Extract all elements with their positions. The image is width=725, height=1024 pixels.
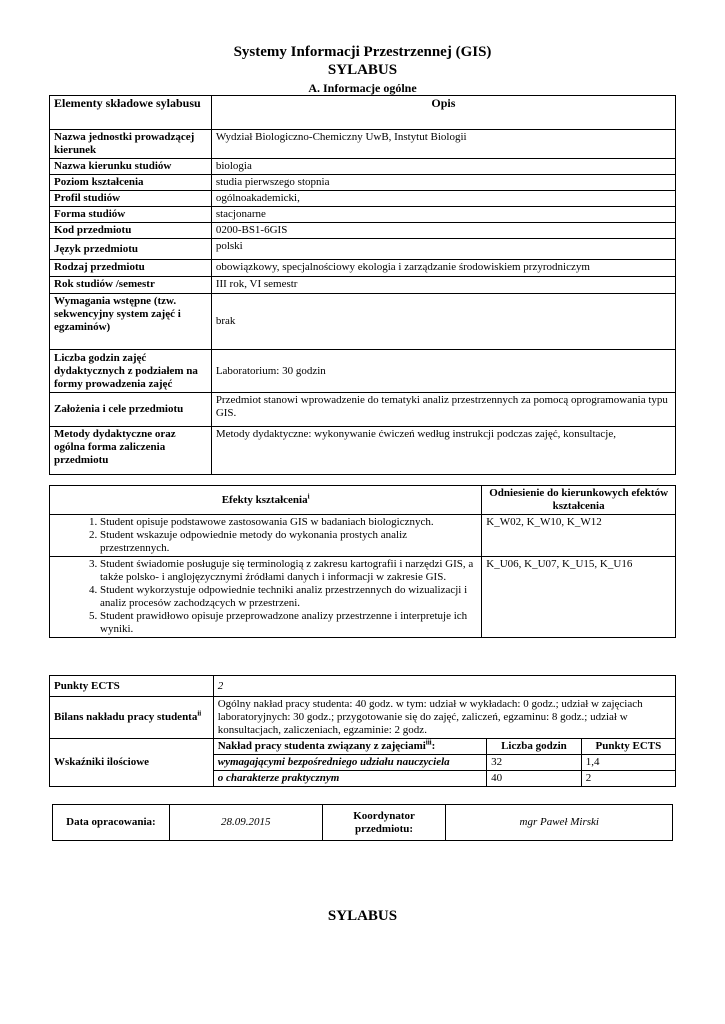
outcome-item: 1. Student opisuje podstawowe zastosowania GIS w badaniach biologicznych. bbox=[100, 516, 477, 529]
row-value: brak bbox=[211, 294, 675, 350]
ects-value: 2 bbox=[213, 676, 675, 697]
outcome-reference: K_W02, K_W10, K_W12 bbox=[482, 515, 676, 557]
ects-table bbox=[49, 675, 676, 787]
outcome-group bbox=[50, 515, 482, 557]
workload-row-points: 2 bbox=[581, 771, 675, 787]
row-value: obowiązkowy, specjalnościowy ekologia i zarządzanie środowiskiem przyrodniczym bbox=[211, 260, 675, 277]
row-value: stacjonarne bbox=[211, 207, 675, 223]
row-label: Liczba godzin zajęć dydaktycznych z podziałem na formy prowadzenia zajęć bbox=[50, 350, 212, 393]
workload-row-label: o charakterze praktycznym bbox=[214, 771, 487, 787]
row-label: Założenia i cele przedmiotu bbox=[50, 393, 212, 427]
workload-header bbox=[214, 739, 487, 755]
row-value: III rok, VI semestr bbox=[211, 277, 675, 294]
workload-row-label: wymagającymi bezpośredniego udziału nauczyciela bbox=[214, 755, 487, 771]
outcome-reference: K_U06, K_U07, K_U15, K_U16 bbox=[482, 557, 676, 638]
row-label: Rodzaj przedmiotu bbox=[50, 260, 212, 277]
row-value: biologia bbox=[211, 159, 675, 175]
footnote-marker: iii bbox=[425, 738, 432, 747]
row-label: Wymagania wstępne (tzw. sekwencyjny system zajęć i egzaminów) bbox=[50, 294, 212, 350]
row-label: Forma studiów bbox=[50, 207, 212, 223]
outcome-item: 4. Student wykorzystuje odpowiednie techniki analiz przestrzennych do wizualizacji i analiz procesów zachodzących w przestrzeni. bbox=[100, 584, 477, 610]
workload-row-hours: 40 bbox=[487, 771, 582, 787]
points-header: Punkty ECTS bbox=[581, 739, 675, 755]
indicators-cell bbox=[213, 739, 675, 787]
coordinator-label: Koordynator przedmiotu: bbox=[322, 805, 446, 841]
workload-table bbox=[214, 739, 675, 786]
outcome-item: 2. Student wskazuje odpowiednie metody do wykonania prostych analiz przestrzennych. bbox=[100, 529, 477, 555]
coordinator-value: mgr Paweł Mirski bbox=[446, 805, 673, 841]
row-label: Nazwa jednostki prowadzącej kierunek bbox=[50, 130, 212, 159]
next-page-heading: SYLABUS bbox=[327, 908, 398, 924]
row-value: studia pierwszego stopnia bbox=[211, 175, 675, 191]
workload-row-hours: 32 bbox=[487, 755, 582, 771]
row-label: Kod przedmiotu bbox=[50, 223, 212, 239]
workload-header-colon: : bbox=[431, 740, 436, 752]
footnote-marker: i bbox=[307, 491, 310, 500]
col-effects-header bbox=[50, 486, 482, 515]
date-label: Data opracowania: bbox=[53, 805, 170, 841]
row-value: ogólnoakademicki, bbox=[211, 191, 675, 207]
row-value: Przedmiot stanowi wprowadzenie do tematyki analiz przestrzennych za pomocą oprogramowania typu GIS. bbox=[211, 393, 675, 427]
workload-header-label: Nakład pracy studenta związany z zajęciami bbox=[217, 740, 426, 752]
row-value: Laboratorium: 30 godzin bbox=[211, 350, 675, 393]
col-reference-header: Odniesienie do kierunkowych efektów kształcenia bbox=[482, 486, 676, 515]
document-title: Systemy Informacji Przestrzennej (GIS) bbox=[233, 44, 492, 60]
learning-outcomes-table bbox=[49, 485, 676, 638]
footnote-marker: ii bbox=[197, 709, 202, 718]
balance-label: Bilans nakładu pracy studenta bbox=[54, 711, 198, 723]
row-label: Metody dydaktyczne oraz ogólna forma zaliczenia przedmiotu bbox=[50, 427, 212, 475]
outcome-item: 3. Student świadomie posługuje się terminologią z zakresu kartografii i narzędzi GIS, a także polsko- i anglojęzycznymi źródłami danych i informacji w zakresie GIS. bbox=[100, 558, 477, 584]
col-description-header: Opis bbox=[211, 96, 675, 130]
balance-value: Ogólny nakład pracy studenta: 40 godz. w tym: udział w wykładach: 0 godz.; udział w zajęciach laboratoryjnych: 30 godz.; przygotowanie się do zajęć, zaliczeń, egzaminu: 8 godz.; udział w konsultacjach, zaliczeniach, egzaminie: 2 godz. bbox=[213, 697, 675, 739]
col-effects-label: Efekty kształcenia bbox=[221, 493, 308, 506]
row-label: Poziom kształcenia bbox=[50, 175, 212, 191]
date-value: 28.09.2015 bbox=[169, 805, 322, 841]
balance-label-cell bbox=[50, 697, 214, 739]
row-label: Język przedmiotu bbox=[50, 239, 212, 260]
row-value: polski bbox=[211, 239, 675, 260]
row-value: Wydział Biologiczno-Chemiczny UwB, Instytut Biologii bbox=[211, 130, 675, 159]
hours-header: Liczba godzin bbox=[487, 739, 582, 755]
row-value: Metody dydaktyczne: wykonywanie ćwiczeń według instrukcji podczas zajęć, konsultacje, bbox=[211, 427, 675, 475]
ects-label: Punkty ECTS bbox=[50, 676, 214, 697]
outcome-group bbox=[50, 557, 482, 638]
workload-row-points: 1,4 bbox=[581, 755, 675, 771]
col-elements-header: Elementy składowe sylabusu bbox=[50, 96, 212, 130]
general-info-table bbox=[49, 95, 676, 475]
document-subtitle: SYLABUS bbox=[327, 62, 398, 78]
section-heading: A. Informacje ogólne bbox=[308, 81, 417, 95]
outcome-item: 5. Student prawidłowo opisuje przeprowadzone analizy przestrzenne i interpretuje ich wyniki. bbox=[100, 610, 477, 636]
indicators-label: Wskaźniki ilościowe bbox=[50, 739, 214, 787]
row-label: Profil studiów bbox=[50, 191, 212, 207]
row-value: 0200-BS1-6GIS bbox=[211, 223, 675, 239]
footer-table bbox=[52, 804, 673, 841]
row-label: Nazwa kierunku studiów bbox=[50, 159, 212, 175]
row-label: Rok studiów /semestr bbox=[50, 277, 212, 294]
